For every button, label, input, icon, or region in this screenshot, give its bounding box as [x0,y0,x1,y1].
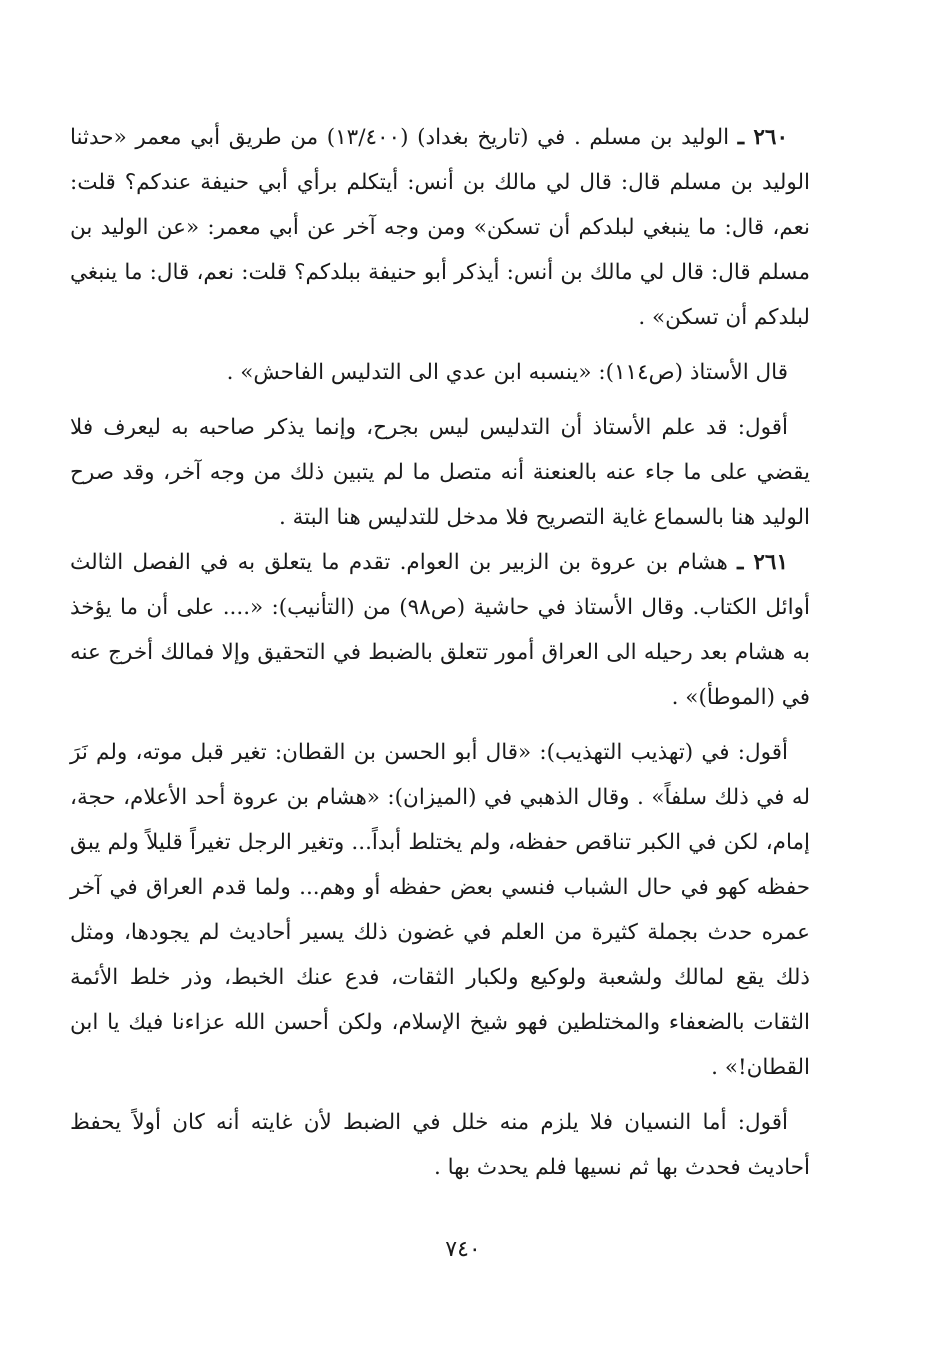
entry-261-reply-1: أقول: في (تهذيب التهذيب): «قال أبو الحسن بن القطان: تغير قبل موته، ولم نَرَ له في ذلك سلفاً» . وقال الذهبي في (الميزان): «هشام بن عروة أحد الأعلام، حجة، إمام، لكن في الكبر تناقص حفظه، ولم يختلط أبداً... وتغير الرجل تغيراً قليلاً ولم يبق حفظه كهو في حال الشباب فنسي بعض حفظه أو وهم... ولما قدم العراق في آخر عمره حدث بجملة كثيرة من العلم في غضون ذلك يسير أحاديث لم يجودها، ومثل ذلك يقع لمالك ولشعبة ولوكيع ولكبار الثقات، فدع عنك الخبط، وذر خلط الأئمة الثقات بالضعفاء والمختلطين فهو شيخ الإسلام، ولكن أحسن الله عزاءنا فيك يا ابن القطان!» . [70,740,810,1080]
page-body [70,115,810,1190]
entry-260-text: الوليد بن مسلم . في (تاريخ بغداد) (١٣/٤٠٠) من طريق أبي معمر «حدثنا الوليد بن مسلم قال: قال لي مالك بن أنس: أيتكلم برأي أبي حنيفة عندكم؟ قلت: نعم، قال: ما ينبغي لبلدكم أن تسكن» ومن وجه آخر عن أبي معمر: «عن الوليد بن مسلم قال: قال لي مالك بن أنس: أيذكر أبو حنيفة ببلدكم؟ قلت: نعم، قال: ما ينبغي لبلدكم أن تسكن» . [70,125,810,330]
entry-261-reply-2: أقول: أما النسيان فلا يلزم منه خلل في الضبط لأن غايته أنه كان أولاً يحفظ أحاديث فحدث بها ثم نسيها فلم يحدث بها . [70,1110,810,1180]
entry-261-number: ٢٦١ ـ [737,550,788,575]
entry-261 [70,540,810,720]
entry-261-text: هشام بن عروة بن الزبير بن العوام. تقدم ما يتعلق به في الفصل الثالث أوائل الكتاب. وقال الأستاذ في حاشية (ص٩٨) من (التأنيب): «.... على أن ما يؤخذ به هشام بعد رحيله الى العراق أمور تتعلق بالضبط في التحقيق وإلا فمالك أخرج عنه في (الموطأ)» . [70,550,810,710]
entry-260 [70,115,810,340]
entry-260-ustadh-quote: قال الأستاذ (ص١١٤): «ينسبه ابن عدي الى التدليس الفاحش» . [226,360,788,385]
entry-260-number: ٢٦٠ ـ [737,125,788,150]
entry-260-reply: أقول: قد علم الأستاذ أن التدليس ليس بجرح، وإنما يذكر صاحبه به ليعرف فلا يقضي على ما جاء عنه بالعنعنة أنه متصل ما لم يتبين ذلك من وجه آخر، وقد صرح الوليد هنا بالسماع غاية التصريح فلا مدخل للتدليس هنا البتة . [70,415,810,530]
page-number: ٧٤٠ [445,1237,481,1262]
